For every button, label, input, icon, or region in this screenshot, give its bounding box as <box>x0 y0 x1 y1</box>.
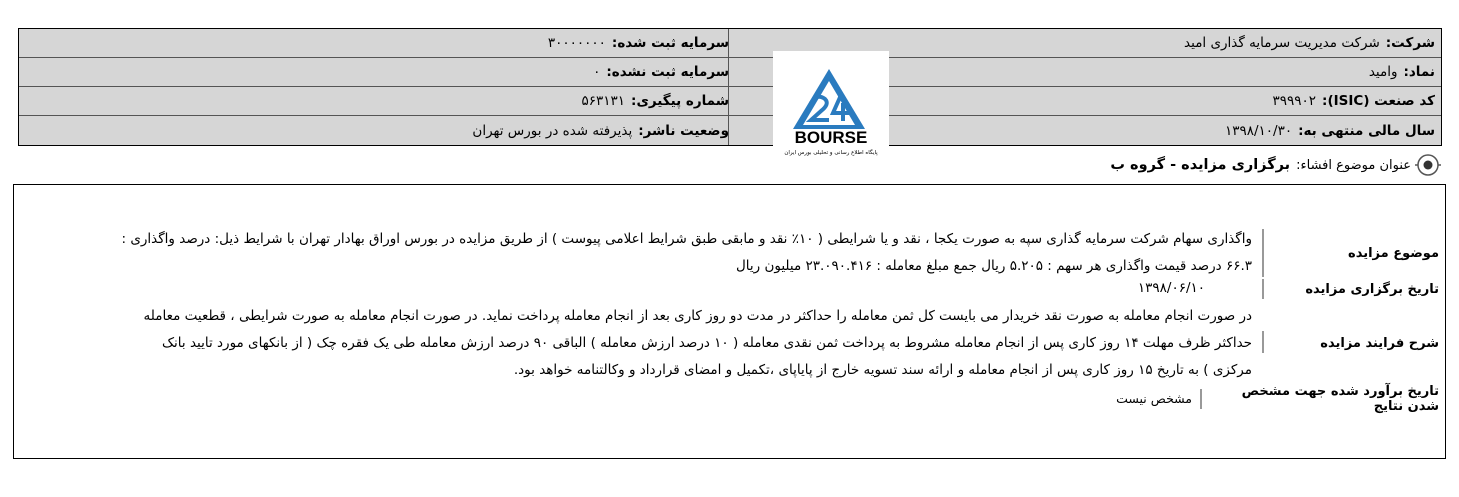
detail-value <box>22 275 1205 302</box>
company-label: شرکت: <box>1385 35 1435 51</box>
detail-label: موضوع مزایده <box>1348 245 1439 261</box>
isic-value: ۳۹۹۹۰۲ <box>1272 93 1317 109</box>
registered-capital-cell <box>29 29 729 57</box>
detail-separator <box>1200 389 1202 409</box>
detail-label: تاریخ برآورد شده جهت مشخص شدن نتایج <box>1241 384 1439 414</box>
bourse-logo <box>773 51 889 157</box>
unregistered-capital-value: ۰ <box>593 64 601 80</box>
detail-row-date <box>14 275 1445 303</box>
target-bullet-icon <box>1415 152 1441 178</box>
unregistered-capital-cell <box>29 58 729 86</box>
detail-row-results-date <box>14 385 1445 413</box>
fiscal-value: ۱۳۹۸/۱۰/۳۰ <box>1224 122 1293 139</box>
registered-capital-value: ۳۰۰۰۰۰۰۰ <box>547 35 606 51</box>
auction-details <box>13 184 1446 459</box>
detail-row-subject <box>14 223 1445 283</box>
symbol-value: وامید <box>1368 64 1398 80</box>
detail-separator <box>1262 331 1264 353</box>
logo-wordmark: BOURSE <box>794 128 868 147</box>
info-row-company <box>19 29 1441 58</box>
company-info-table <box>18 28 1442 146</box>
detail-row-process <box>14 303 1445 383</box>
company-value: شرکت مدیریت سرمایه گذاری امید <box>1184 35 1380 51</box>
info-row-isic <box>19 87 1441 116</box>
info-row-fiscal <box>19 116 1441 145</box>
detail-line: ۶۶.۳ درصد قیمت واگذاری هر سهم : ۵.۲۰۵ ریال جمع مبلغ معامله : ۲۳.۰۹۰.۴۱۶ میلیون ریال <box>735 258 1252 274</box>
tracking-value: ۵۶۳۱۳۱ <box>581 93 626 109</box>
detail-label: شرح فرایند مزایده <box>1320 335 1439 351</box>
detail-separator <box>1262 279 1264 299</box>
detail-value <box>22 385 1192 412</box>
detail-separator <box>1262 229 1264 277</box>
detail-line: مرکزی ) به تاریخ ۱۵ روز کاری پس از انجام معامله و ارائه سند تسویه خارج از پایاپای ،تکمیل و امضای قرارداد و وکالتنامه خواهد بود. <box>513 362 1252 378</box>
detail-value <box>22 303 1252 384</box>
detail-line: واگذاری سهام شرکت سرمایه گذاری سپه به صورت یکجا ، نقد و یا شرایطی ( ۱۰٪ نقد و مابقی طبق شرایط اعلامی پیوست ) از طریق مزایده در بورس اوراق بهادار تهران با شرایط ذیل: درصد واگذاری : <box>121 231 1252 247</box>
subject-value: برگزاری مزایده - گروه ب <box>1110 157 1291 173</box>
fiscal-label: سال مالی منتهی به: <box>1298 122 1435 139</box>
bourse-logo-icon <box>773 51 889 157</box>
publisher-status-label: وضعیت ناشر: <box>638 122 729 139</box>
detail-label: تاریخ برگزاری مزایده <box>1305 281 1439 297</box>
detail-line: در صورت انجام معامله به صورت نقد خریدار می بایست کل ثمن معامله را حداکثر در مدت دو روز کاری بعد از انجام معامله پرداخت نماید. در صورت انجام معامله به صورت شرایطی ، قطعیت معامله <box>143 308 1252 324</box>
publisher-status-cell <box>29 116 729 145</box>
detail-line: ۱۳۹۸/۰۶/۱۰ <box>1137 280 1205 296</box>
tracking-label: شماره پیگیری: <box>631 93 729 109</box>
detail-value <box>22 226 1252 280</box>
disclosure-subject <box>1110 154 1441 176</box>
symbol-label: نماد: <box>1403 64 1435 80</box>
info-row-symbol <box>19 58 1441 87</box>
detail-line: حداکثر ظرف مهلت ۱۴ روز کاری پس از انجام معامله مشروط به پرداخت ثمن نقدی معامله ( ۱۰ درصد ارزش معامله ) الباقی ۹۰ درصد ارزش معامله طی یک فقره چک ( از بانکهای مورد تایید بانک <box>161 335 1252 351</box>
unregistered-capital-label: سرمایه ثبت نشده: <box>606 64 729 80</box>
tracking-cell <box>29 87 729 115</box>
subject-label: عنوان موضوع افشاء: <box>1296 157 1411 173</box>
publisher-status-value: پذیرفته شده در بورس تهران <box>472 122 633 139</box>
logo-subtitle: پایگاه اطلاع رسانی و تحلیلی بورس ایران <box>784 150 878 156</box>
isic-label: کد صنعت (ISIC): <box>1322 93 1435 109</box>
registered-capital-label: سرمایه ثبت شده: <box>611 35 729 51</box>
detail-line: مشخص نیست <box>1116 391 1192 406</box>
